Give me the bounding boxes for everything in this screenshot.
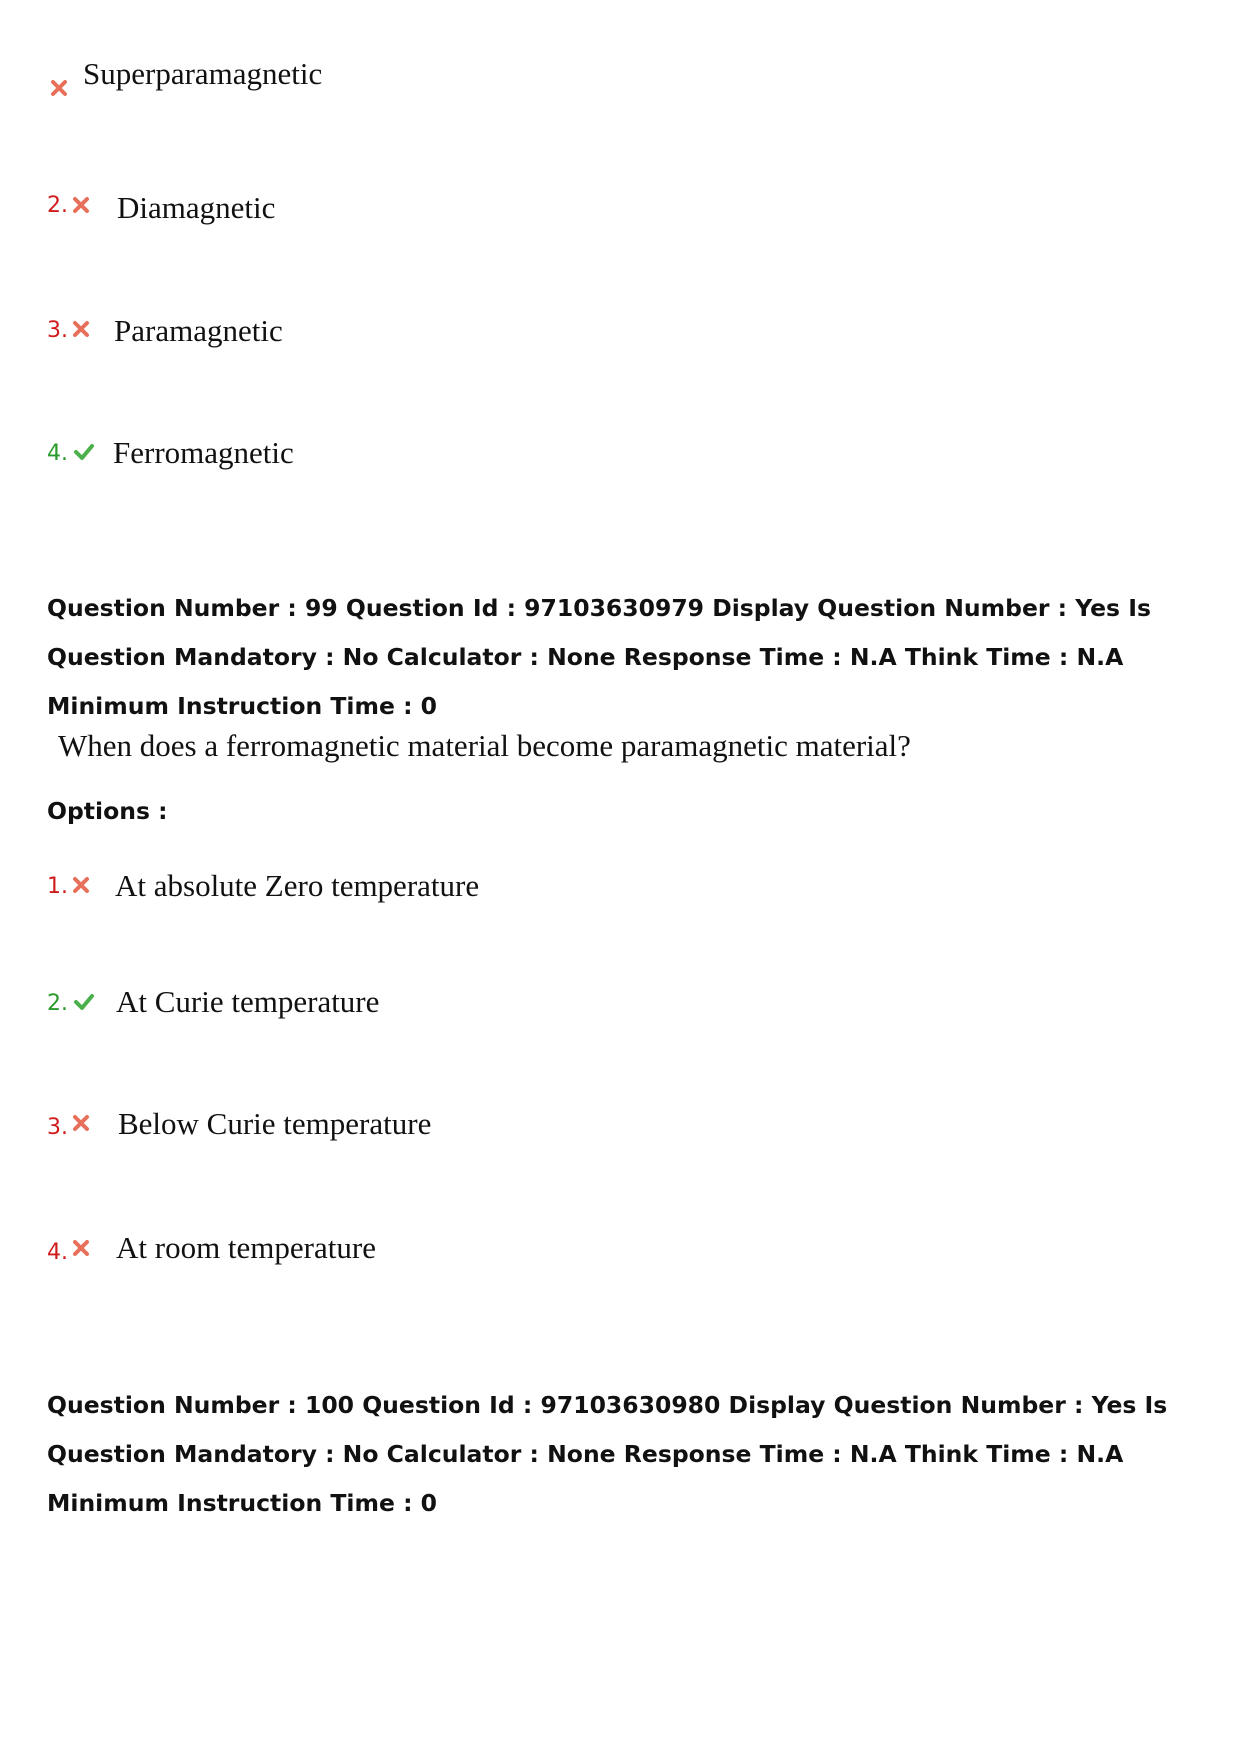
- option-row: [47, 301, 947, 361]
- cross-icon: [71, 195, 91, 215]
- check-icon: [73, 992, 95, 1012]
- option-text: Ferromagnetic: [113, 435, 294, 470]
- options-label: Options :: [47, 797, 168, 825]
- option-row: [47, 1100, 947, 1160]
- question-text: When does a ferromagnetic material become paramagnetic material?: [58, 728, 911, 763]
- option-number: 3.: [47, 318, 68, 343]
- cross-icon: [49, 78, 69, 98]
- option-number: 4.: [47, 1240, 68, 1265]
- option-number: 2.: [47, 193, 68, 218]
- option-text: At room temperature: [116, 1230, 376, 1265]
- option-number: 4.: [47, 441, 68, 466]
- option-text: At absolute Zero temperature: [115, 868, 480, 903]
- cross-icon: [71, 319, 91, 339]
- option-number: 3.: [47, 1115, 68, 1140]
- option-row: [47, 858, 947, 918]
- option-text: Superparamagnetic: [83, 56, 323, 91]
- cross-icon: [71, 875, 91, 895]
- option-row: [47, 178, 947, 238]
- option-number: 1.: [47, 874, 68, 899]
- option-row: [47, 56, 947, 116]
- option-text: Diamagnetic: [117, 190, 276, 225]
- question-meta: Question Number : 99 Question Id : 97103630979 Display Question Number : Yes Is Question Mandatory : No Calculator : None Response Time : N.A Think Time : N.A Minimum Instruction Time : 0: [47, 594, 1151, 720]
- option-text: At Curie temperature: [116, 984, 380, 1019]
- option-number: 2.: [47, 991, 68, 1016]
- check-icon: [73, 442, 95, 462]
- cross-icon: [71, 1113, 91, 1133]
- option-row: [47, 1224, 947, 1284]
- option-text: Paramagnetic: [114, 313, 283, 348]
- option-row: [47, 976, 947, 1036]
- question-meta: Question Number : 100 Question Id : 97103630980 Display Question Number : Yes Is Question Mandatory : No Calculator : None Response Time : N.A Think Time : N.A Minimum Instruction Time : 0: [47, 1391, 1168, 1517]
- option-row: [47, 425, 947, 485]
- option-text: Below Curie temperature: [118, 1106, 432, 1141]
- cross-icon: [71, 1238, 91, 1258]
